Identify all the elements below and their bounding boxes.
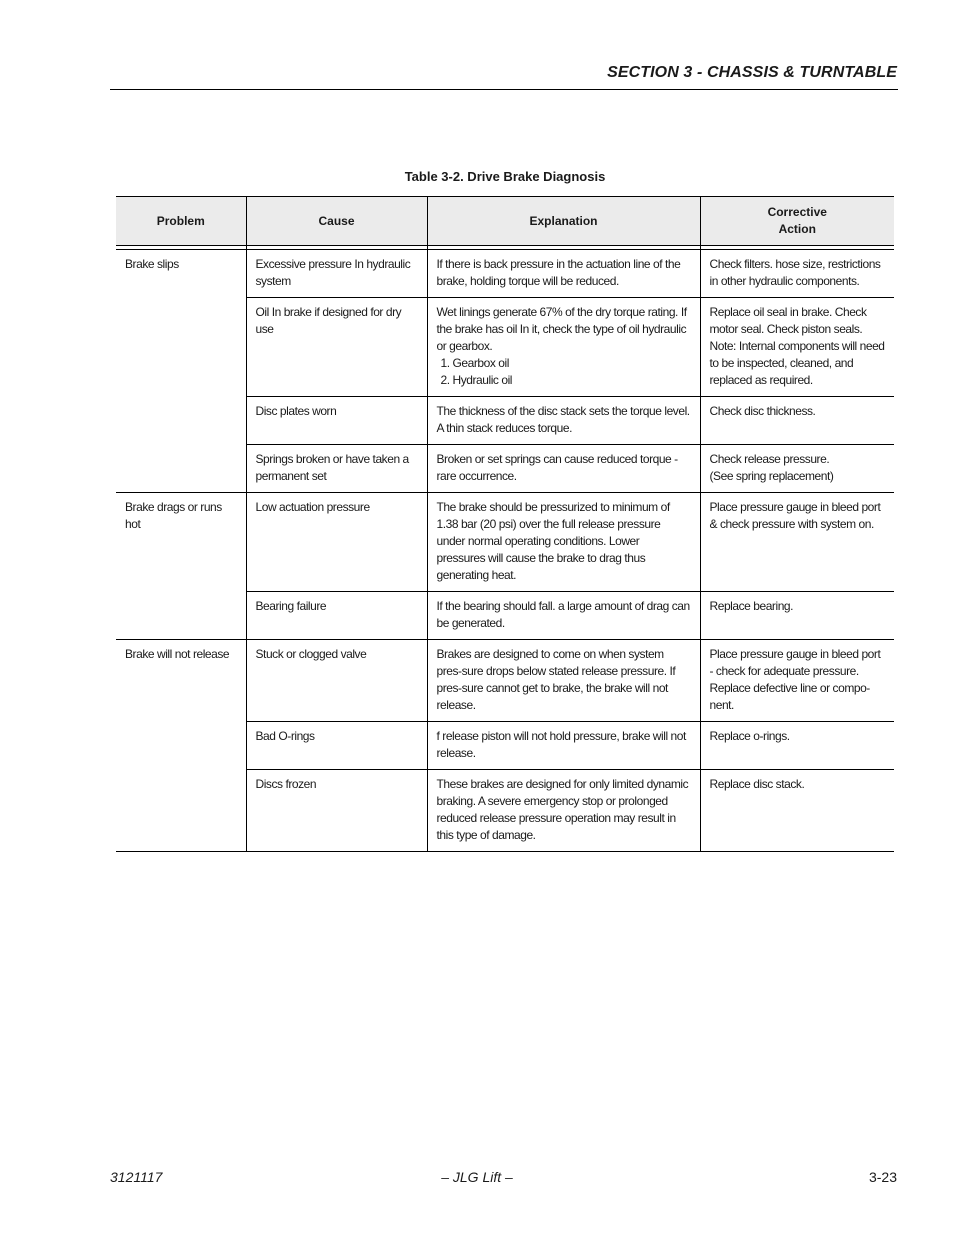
explanation-cell: The brake should be pressurized to minimum of 1.38 bar (20 psi) over the full release pressure under normal operating conditions. Lower pressures will cause the brake to drag thus generating heat. [427, 493, 700, 592]
action-cell: Place pressure gauge in bleed port - check for adequate pressure. Replace defective line or compo-nent. [700, 640, 894, 722]
column-header-problem: Problem [116, 197, 246, 246]
cause-cell: Bearing failure [246, 592, 427, 640]
cause-cell: Discs frozen [246, 770, 427, 852]
explanation-cell [427, 298, 700, 397]
explanation-cell: The thickness of the disc stack sets the torque level. A thin stack reduces torque. [427, 397, 700, 445]
explanation-cell: Brakes are designed to come on when system pres-sure drops below stated release pressure. If pres-sure cannot get to brake, the brake will not release. [427, 640, 700, 722]
action-cell: Place pressure gauge in bleed port & check pressure with system on. [700, 493, 894, 592]
problem-cell: Brake will not release [116, 640, 246, 852]
drive-brake-diagnosis-table [116, 196, 894, 852]
document-number: 3121117 [110, 1169, 163, 1185]
cause-cell: Bad O-rings [246, 722, 427, 770]
explanation-cell: f release piston will not hold pressure, brake will not release. [427, 722, 700, 770]
action-cell: Replace oil seal in brake. Check motor seal. Check piston seals. Note: Internal components will need to be inspected, cleaned, and replaced as required. [700, 298, 894, 397]
action-text: Check release pressure. [709, 452, 830, 466]
company-name: – JLG Lift – [441, 1169, 513, 1185]
cause-cell: Springs broken or have taken a permanent set [246, 445, 427, 493]
action-text: (See spring replacement) [709, 469, 834, 483]
problem-cell: Brake drags or runs hot [116, 493, 246, 640]
action-cell: Replace o-rings. [700, 722, 894, 770]
problem-cell: Brake slips [116, 250, 246, 493]
action-cell: Check filters. hose size, restrictions in other hydraulic components. [700, 250, 894, 298]
table-header-row [116, 197, 894, 246]
header-rule [110, 89, 898, 90]
table-row [116, 250, 894, 298]
table-row [116, 640, 894, 722]
cause-cell: Disc plates worn [246, 397, 427, 445]
explanation-cell: If the bearing should fall. a large amount of drag can be generated. [427, 592, 700, 640]
cause-cell: Low actuation pressure [246, 493, 427, 592]
cause-cell: Excessive pressure In hydraulic system [246, 250, 427, 298]
column-header-explanation: Explanation [427, 197, 700, 246]
explanation-cell: If there is back pressure in the actuation line of the brake, holding torque will be reduced. [427, 250, 700, 298]
explanation-text: Wet linings generate 67% of the dry torque rating. If the brake has oil In it, check the type of oil hydraulic or gearbox. [436, 305, 687, 353]
table-title: Table 3-2. Drive Brake Diagnosis [404, 169, 606, 184]
cause-cell: Stuck or clogged valve [246, 640, 427, 722]
explanation-list-item: 2. Hydraulic oil [440, 373, 512, 387]
action-cell: Replace disc stack. [700, 770, 894, 852]
explanation-cell: These brakes are designed for only limited dynamic braking. A severe emergency stop or prolonged reduced release pressure operation may result in this type of damage. [427, 770, 700, 852]
page-number: 3-23 [868, 1169, 897, 1185]
action-cell: Replace bearing. [700, 592, 894, 640]
column-header-corrective-action: Corrective Action [700, 197, 894, 246]
cause-cell: Oil In brake if designed for dry use [246, 298, 427, 397]
action-cell [700, 445, 894, 493]
explanation-list-item: 1. Gearbox oil [440, 356, 509, 370]
action-cell: Check disc thickness. [700, 397, 894, 445]
section-title: SECTION 3 - CHASSIS & TURNTABLE [607, 64, 897, 81]
column-header-cause: Cause [246, 197, 427, 246]
table-row [116, 493, 894, 592]
explanation-cell: Broken or set springs can cause reduced torque - rare occurrence. [427, 445, 700, 493]
